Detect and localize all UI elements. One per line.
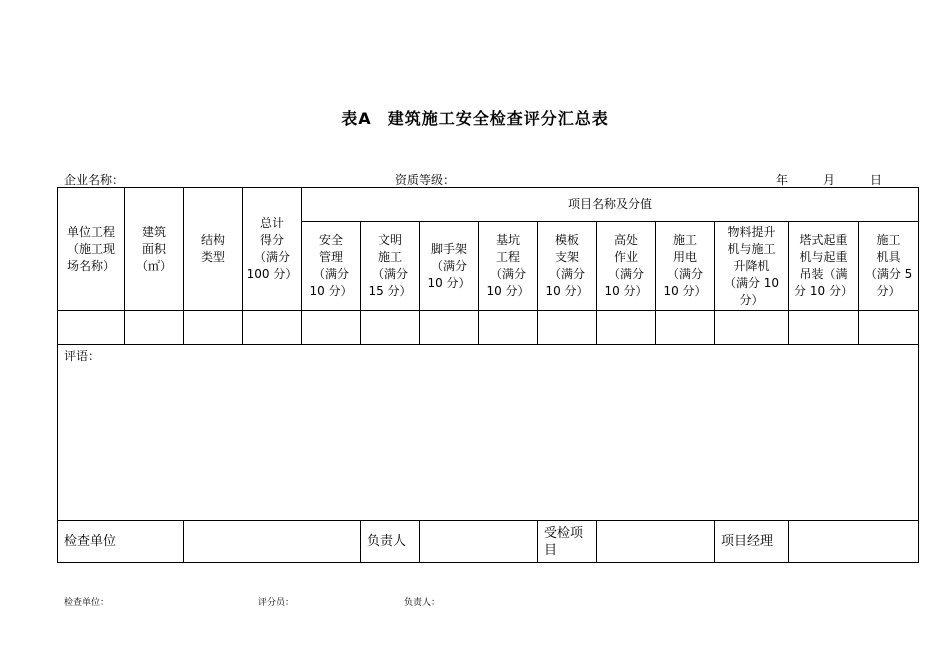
project-manager-label: 项目经理 [715,521,789,563]
comments-area[interactable] [58,345,919,521]
header-line: 10 分） [486,284,530,298]
score-cell[interactable] [597,311,656,345]
header-construction-power [656,222,715,311]
header-line: 支架 [554,250,579,264]
score-cell[interactable] [789,311,859,345]
header-line: 结构 [200,233,225,247]
header-line: （满分 [666,267,703,281]
header-line: 单位工程 [66,224,115,239]
header-line: 脚手架 [430,241,467,256]
header-line: 15 分） [368,284,412,298]
header-line: 施工 [377,250,402,264]
table-title-text: 建筑施工安全检查评分汇总表 [387,109,609,128]
score-cell[interactable] [184,311,243,345]
header-tower-crane [789,222,859,311]
header-line: （满分 [607,267,644,281]
header-line: 机具 [876,250,901,264]
header-line: 施工 [876,233,901,247]
score-cell[interactable] [538,311,597,345]
inspect-unit-label: 检查单位 [58,521,184,563]
header-line: 文明 [377,233,402,247]
header-line: 模板 [554,233,579,247]
header-safety-management [302,222,361,311]
header-line: 基坑 [495,233,520,247]
inspect-unit-value[interactable] [184,521,361,563]
header-line: 机与起重 [799,250,848,264]
responsible-label: 负责人 [361,521,420,563]
footer-inspect-unit-label: 检查单位： [64,598,110,608]
score-cell[interactable] [859,311,919,345]
header-line: （满分 [548,267,585,281]
header-scaffolding [420,222,479,311]
header-line: 工程 [495,250,520,264]
header-formwork-support [538,222,597,311]
score-cell[interactable] [656,311,715,345]
header-line: （满分 [371,267,408,281]
project-manager-value[interactable] [789,521,919,563]
date-month-label: 月 [823,173,836,187]
header-line: 得分 [259,233,284,247]
score-cell[interactable] [479,311,538,345]
header-line: 场名称） [66,258,115,273]
header-line: 建筑 [141,224,166,239]
header-material-hoist [715,222,789,311]
summary-table [57,187,919,563]
score-cell[interactable] [715,311,789,345]
header-line: 10 分） [545,284,589,298]
header-line: 升降机 [733,258,770,273]
header-line: 物料提升 [727,224,776,239]
comments-label: 评语： [64,349,101,363]
inspected-project-value[interactable] [597,521,715,563]
header-line: （施工现 [66,241,115,256]
header-line: 类型 [200,250,225,264]
header-project-items-group: 项目名称及分值 [302,188,919,222]
header-structure-type [184,188,243,311]
header-line: 作业 [613,250,638,264]
score-cell[interactable] [302,311,361,345]
header-line: 机与施工 [727,241,776,256]
header-line: 10 分） [663,284,707,298]
header-line: （㎡） [135,258,172,273]
header-civilized-construction [361,222,420,311]
score-cell[interactable] [420,311,479,345]
header-total-score [243,188,302,311]
header-line: 塔式起重 [799,233,848,247]
header-line: （满分 [489,267,526,281]
score-cell[interactable] [243,311,302,345]
company-name-label: 企业名称： [64,173,125,187]
header-building-area [125,188,184,311]
inspected-project-label: 受检项目 [538,521,597,563]
date-day-label: 日 [870,173,883,187]
header-line: （满分 [253,250,290,264]
header-foundation-pit [479,222,538,311]
header-line: 10 分） [427,275,471,290]
score-cell[interactable] [58,311,125,345]
header-line: 分） [739,292,764,307]
header-line: 面积 [141,241,166,256]
table-code: 表A [341,109,372,128]
header-line: 100 分） [246,267,298,281]
header-line: （满分 [312,267,349,281]
header-line: 管理 [318,250,343,264]
footer-scorer-label: 评分员： [258,598,295,608]
header-unit-project [58,188,125,311]
header-line: 高处 [613,233,638,247]
qualification-level-label: 资质等级： [395,173,456,187]
responsible-value[interactable] [420,521,538,563]
header-construction-tools [859,222,919,311]
header-line: 分） [876,284,901,298]
header-work-at-height [597,222,656,311]
header-line: 分 10 分） [794,284,853,298]
header-line: 用电 [672,250,697,264]
score-cell[interactable] [361,311,420,345]
header-line: （满分 [430,258,467,273]
header-line: 吊装（满 [799,267,848,281]
header-line: （满分 10 [723,275,780,290]
page-title [0,106,950,129]
score-cell[interactable] [125,311,184,345]
header-line: 10 分） [604,284,648,298]
header-line: 总计 [259,216,284,230]
header-line: 施工 [672,233,697,247]
footer-responsible-label: 负责人： [404,598,441,608]
date-year-label: 年 [776,173,789,187]
header-line: 10 分） [309,284,353,298]
header-line: （满分 5 [864,267,913,281]
header-line: 安全 [318,233,343,247]
